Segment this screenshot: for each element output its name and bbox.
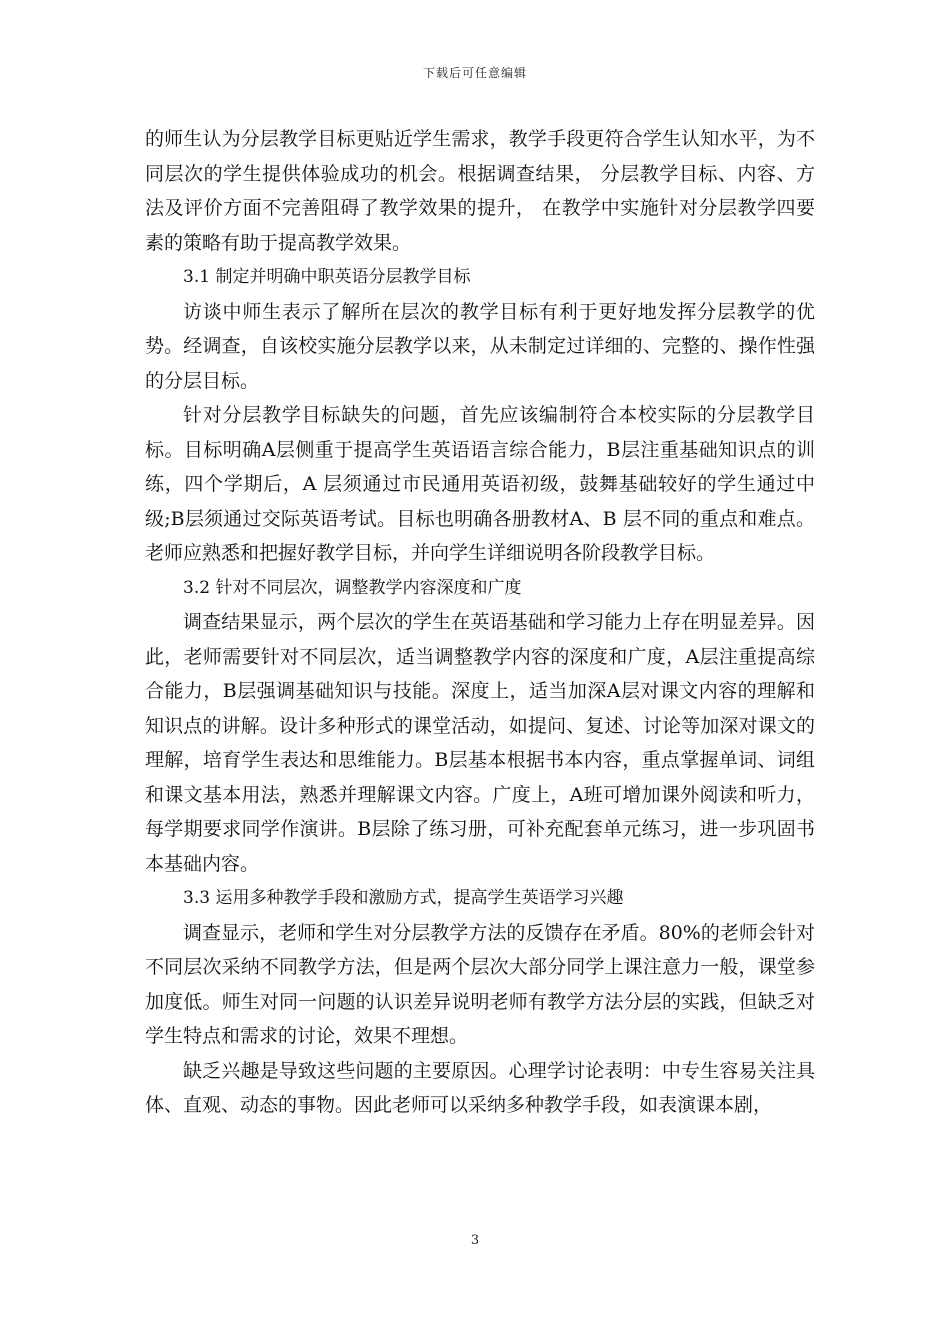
paragraph-4: 调查结果显示，两个层次的学生在英语基础和学习能力上存在明显差异。因此，老师需要针对不同层次，适当调整教学内容的深度和广度，A层注重提高综合能力，B层强调基础知识与技能。深度上，适当加深A层对课文内容的理解和知识点的讲解。设计多种形式的课堂活动，如提问、复述、讨论等加深对课文的理解，培育学生表达和思维能力。B层基本根据书本内容，重点掌握单词、词组和课文基本用法，熟悉并理解课文内容。广度上，A班可增加课外阅读和听力，每学期要求同学作演讲。B层除了练习册，可补充配套单元练习，进一步巩固书本基础内容。: [145, 611, 815, 875]
paragraph-1: 的师生认为分层教学目标更贴近学生需求，教学手段更符合学生认知水平，为不同层次的学生提供体验成功的机会。根据调查结果， 分层教学目标、内容、方法及评价方面不完善阻碍了教学效果的提升， 在教学中实施针对分层教学四要素的策略有助于提高教学效果。: [145, 128, 815, 254]
paragraph-2: 访谈中师生表示了解所在层次的教学目标有利于更好地发挥分层教学的优势。经调查，自该校实施分层教学以来，从未制定过详细的、完整的、操作性强的分层目标。: [145, 300, 815, 392]
section-heading-3-3: 3.3 运用多种教学手段和激励方式，提高学生英语学习兴趣: [183, 888, 624, 908]
page-number: 3: [470, 1233, 480, 1248]
paragraph-5: 调查显示，老师和学生对分层教学方法的反馈存在矛盾。80%的老师会针对不同层次采纳不同教学方法，但是两个层次大部分同学上课注意力一般，课堂参加度低。师生对同一问题的认识差异说明老师有教学方法分层的实践，但缺乏对学生特点和需求的讨论，效果不理想。: [145, 921, 815, 1047]
section-heading-3-1: 3.1 制定并明确中职英语分层教学目标: [183, 267, 471, 287]
paragraph-6: 缺乏兴趣是导致这些问题的主要原因。心理学讨论表明：中专生容易关注具体、直观、动态的事物。因此老师可以采纳多种教学手段，如表演课本剧，: [145, 1059, 815, 1116]
document-body: [145, 122, 815, 1123]
page-header: 下载后可任意编辑: [422, 66, 527, 80]
paragraph-3: 针对分层教学目标缺失的问题，首先应该编制符合本校实际的分层教学目标。目标明确A层侧重于提高学生英语语言综合能力，B层注重基础知识点的训练，四个学期后，A 层须通过市民通用英语初级，鼓舞基础较好的学生通过中级;B层须通过交际英语考试。目标也明确各册教材A、B 层不同的重点和难点。老师应熟悉和把握好教学目标，并向学生详细说明各阶段教学目标。: [145, 404, 815, 564]
section-heading-3-2: 3.2 针对不同层次，调整教学内容深度和广度: [183, 577, 522, 598]
